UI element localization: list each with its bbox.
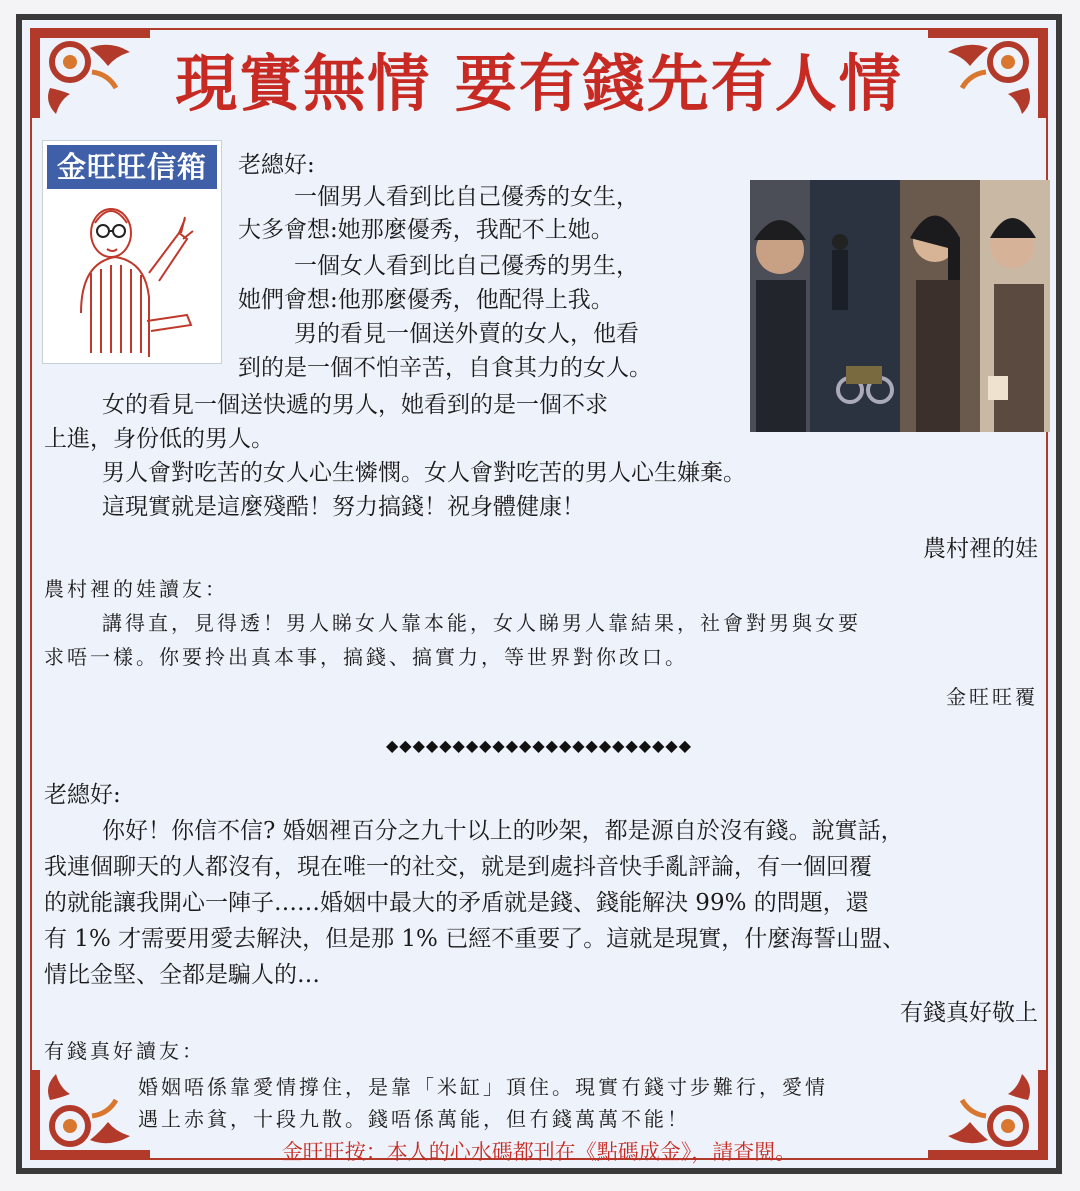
reply1-line: 求唔一樣。你要拎出真本事，搞錢、搞實力，等世界對你改口。	[44, 645, 688, 669]
columnist-cartoon-icon	[51, 193, 211, 358]
reply1-line: 講得直，見得透！男人睇女人靠本能，女人睇男人靠結果，社會對男與女要	[102, 611, 861, 635]
letter1-line: 大多會想:她那麼優秀，我配不上她。	[238, 217, 614, 243]
footer-note: 金旺旺按：本人的心水碼都刊在《點碼成金》，請查閱。	[281, 1140, 797, 1164]
reply2-line: 婚姻唔係靠愛情撐住，是靠「米缸」頂住。現實冇錢寸步難行，愛情	[138, 1075, 828, 1099]
mailbox-badge	[42, 140, 222, 364]
letter1-line: 男的看見一個送外賣的女人，他看	[294, 321, 639, 347]
reply2-line: 遇上赤貧，十段九散。錢唔係萬能，但冇錢萬萬不能！	[138, 1107, 690, 1131]
corner-ornament-icon	[928, 28, 1048, 118]
letter1-line: 男人會對吃苦的女人心生憐憫。女人會對吃苦的男人心生嫌棄。	[102, 460, 746, 486]
corner-ornament-icon	[30, 28, 150, 118]
section-divider: ◆◆◆◆◆◆◆◆◆◆◆◆◆◆◆◆◆◆◆◆◆◆◆	[385, 736, 692, 755]
reply1-signature: 金旺旺覆	[946, 685, 1038, 709]
letter2-line: 你好！你信不信? 婚姻裡百分之九十以上的吵架，都是源自於沒有錢。說實話，	[102, 818, 904, 844]
letter1-line: 一個男人看到比自己優秀的女生，	[294, 184, 639, 210]
letter1-signature: 農村裡的娃	[923, 536, 1038, 562]
letter1-line: 這現實就是這麼殘酷！努力搞錢！祝身體健康！	[102, 494, 585, 520]
mailbox-label: 金旺旺信箱	[47, 145, 217, 189]
letter2-greeting: 老總好:	[44, 782, 121, 808]
letter1-line: 一個女人看到比自己優秀的男生，	[294, 253, 639, 279]
letter2-signature: 有錢真好敬上	[900, 1000, 1038, 1026]
column-frame	[16, 14, 1062, 1174]
letter2-line: 我連個聊天的人都沒有，現在唯一的社交，就是到處抖音快手亂評論，有一個回覆	[44, 854, 872, 880]
headline: 現實無情 要有錢先有人情	[175, 47, 903, 120]
letter1-line: 到的是一個不怕辛苦，自食其力的女人。	[238, 355, 652, 381]
letter2-line: 情比金堅、全都是騙人的…	[44, 962, 320, 988]
illustration-photo	[750, 180, 1050, 432]
letter2-line: 的就能讓我開心一陣子……婚姻中最大的矛盾就是錢、錢能解決 99% 的問題，還	[44, 890, 869, 916]
letter1-line: 上進，身份低的男人。	[44, 426, 274, 452]
letter1-line: 女的看見一個送快遞的男人，她看到的是一個不求	[102, 392, 608, 418]
letter1-line: 她們會想:他那麼優秀，他配得上我。	[238, 287, 614, 313]
reply2-salutation: 有錢真好讀友：	[44, 1039, 205, 1063]
reply1-salutation: 農村裡的娃讀友：	[44, 577, 228, 601]
letter1-greeting: 老總好:	[238, 152, 315, 178]
letter2-line: 有 1% 才需要用愛去解決，但是那 1% 已經不重要了。這就是現實，什麼海誓山盟、	[44, 926, 906, 952]
